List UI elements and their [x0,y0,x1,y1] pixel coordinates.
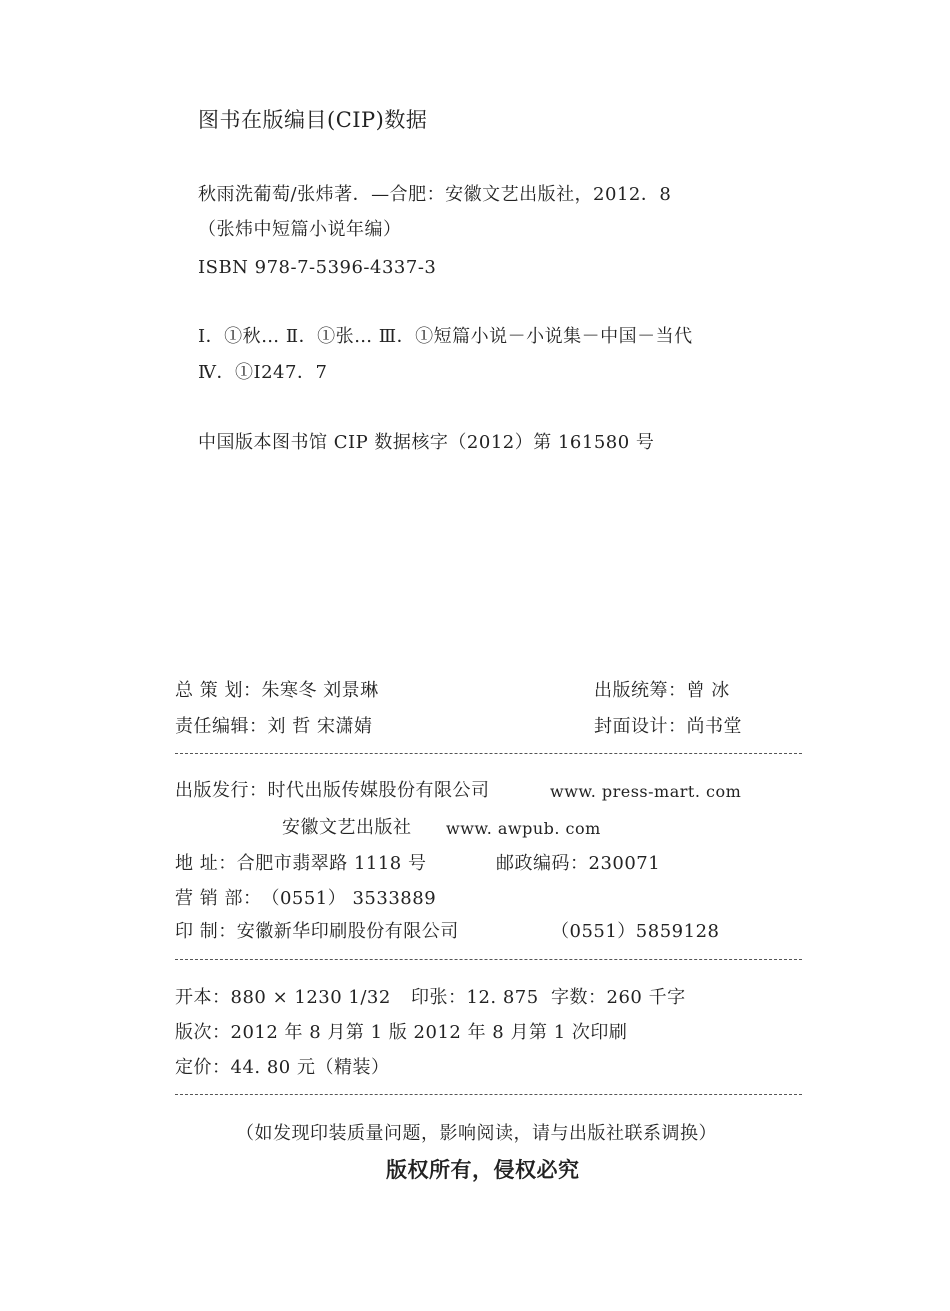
cover-design-label: 封面设计： [594,716,687,737]
cip-bibliographic-line: 秋雨洗葡萄/张炜著．—合肥：安徽文艺出版社，2012．8 [198,184,672,205]
words-row [551,986,686,1010]
publisher-name: 安徽文艺出版社 [282,817,412,838]
price-row [175,1056,389,1080]
divider-1 [175,753,802,754]
publishing-coordinator-label: 出版统筹： [594,680,687,701]
sheets-value: 12. 875 [466,987,539,1008]
format-label: 开本： [175,987,231,1008]
cip-subjects-line-2: Ⅳ．①I247．7 [198,362,328,383]
sheets-row [411,986,539,1010]
sheets-label: 印张： [411,987,467,1008]
postcode-row [496,852,660,876]
editors-value: 刘 哲 宋潇婧 [267,716,373,737]
divider-2 [175,959,802,960]
words-label: 字数： [551,987,607,1008]
printing-row [175,920,459,944]
publishing-coordinator-value: 曾 冰 [686,680,730,701]
cip-record-number: 中国版本图书馆 CIP 数据核字（2012）第 161580 号 [198,432,655,453]
distribution-row [175,779,490,803]
edition-label: 版次： [175,1022,231,1043]
publishing-coordinator-row [594,679,730,703]
edition-value: 2012 年 8 月第 1 版 2012 年 8 月第 1 次印刷 [230,1022,628,1043]
postcode-label: 邮政编码： [496,853,589,874]
format-row [175,986,391,1010]
words-value: 260 千字 [606,987,686,1008]
cip-subjects-line-1: Ⅰ．①秋… Ⅱ．①张… Ⅲ．①短篇小说－小说集－中国－当代 [198,326,693,347]
chief-planner-label: 总 策 划： [175,680,262,701]
editors-label: 责任编辑： [175,716,268,737]
cover-design-value: 尚书堂 [686,716,742,737]
distribution-label: 出版发行： [175,780,268,801]
address-value: 合肥市翡翠路 1118 号 [236,853,427,874]
distribution-value: 时代出版传媒股份有限公司 [267,780,490,801]
editors-row [175,715,372,739]
format-value: 880 × 1230 1/32 [230,987,391,1008]
publisher-url: www. awpub. com [446,819,601,838]
chief-planner-value: 朱寒冬 刘景琳 [261,680,379,701]
divider-3 [175,1094,802,1095]
printing-label: 印 制： [175,921,237,942]
postcode-value: 230071 [588,853,661,874]
price-label: 定价： [175,1057,231,1078]
cip-series-line: （张炜中短篇小说年编） [198,219,402,240]
edition-row [175,1021,627,1045]
address-label: 地 址： [175,853,237,874]
marketing-value: （0551） 3533889 [261,888,437,909]
printing-phone: （0551）5859128 [551,921,720,942]
price-value: 44. 80 元（精装） [230,1057,390,1078]
chief-planner-row [175,679,379,703]
distribution-url: www. press-mart. com [550,782,742,801]
cip-title: 图书在版编目(CIP)数据 [198,108,428,132]
marketing-label: 营 销 部： [175,888,262,909]
address-row [175,852,427,876]
cip-isbn-line: ISBN 978-7-5396-4337-3 [198,257,437,278]
copyright-statement: 版权所有，侵权必究 [386,1158,580,1182]
marketing-row [175,887,436,911]
cover-design-row [594,715,742,739]
printing-value: 安徽新华印刷股份有限公司 [236,921,459,942]
quality-notice: （如发现印装质量问题，影响阅读，请与出版社联系调换） [236,1123,717,1144]
